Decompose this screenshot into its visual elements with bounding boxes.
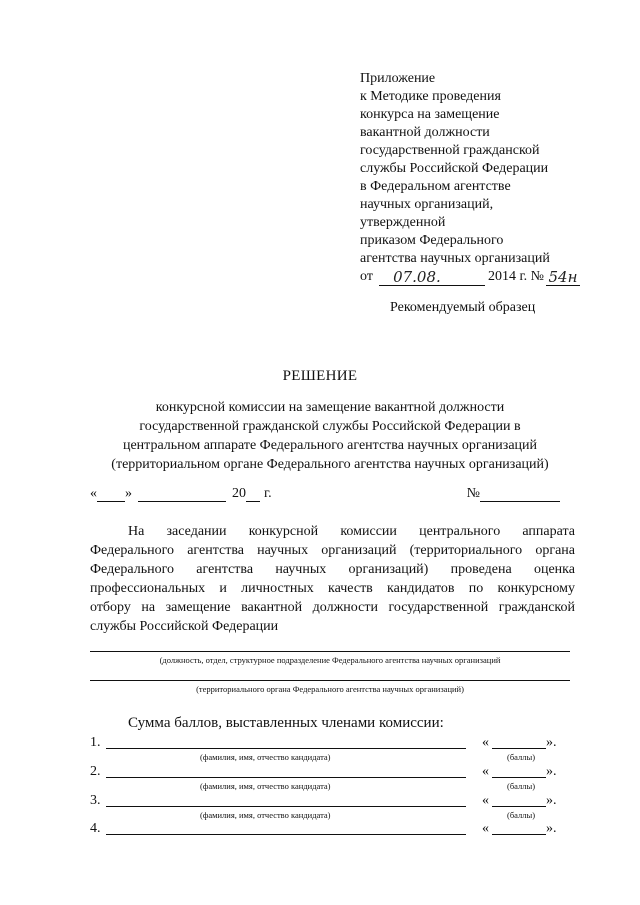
- year-blank: [246, 487, 260, 502]
- candidate-row: 2. « ».: [90, 764, 557, 779]
- candidate-row: 1. « ».: [90, 735, 557, 750]
- appendix-line: научных организаций,: [360, 197, 494, 212]
- candidate-name-line: [106, 806, 466, 807]
- appendix-line: службы Российской Федерации: [360, 161, 549, 176]
- number-sign: №: [466, 486, 480, 501]
- decision-date-row: [90, 486, 560, 502]
- candidate-name-line: [106, 748, 466, 749]
- candidate-row: 3. « ».: [90, 793, 557, 808]
- paragraph-line: службы Российской Федерации: [90, 619, 279, 634]
- score-line: [492, 806, 546, 807]
- candidate-name-line: [106, 834, 466, 835]
- subtitle-line: центральном аппарате Федерального агентства научных организаций: [122, 438, 538, 453]
- paragraph-line: Федерального агентства научных организаций) проведена оценка: [90, 562, 575, 577]
- score-sum-title: Сумма баллов, выставленных членами комиссии:: [128, 715, 444, 731]
- score-caption: (баллы): [507, 752, 536, 762]
- score-caption: (баллы): [507, 810, 536, 820]
- score-line: [492, 834, 546, 835]
- appendix-line: вакантной должности: [360, 125, 490, 140]
- year-suffix: г.: [264, 486, 272, 501]
- appendix-line: агентства научных организаций: [360, 251, 550, 266]
- score-line: [492, 748, 546, 749]
- subtitle-line: (территориальном органе Федерального агентства научных организаций): [111, 457, 549, 472]
- appendix-line: приказом Федерального: [360, 233, 504, 248]
- paragraph-line: На заседании конкурсной комиссии центрального аппарата: [128, 524, 575, 539]
- appendix-line: утвержденной: [360, 215, 446, 230]
- body-paragraph: [90, 522, 575, 636]
- candidate-name-caption: (фамилия, имя, отчество кандидата): [200, 752, 331, 762]
- candidate-name-line: [106, 777, 466, 778]
- sample-label: Рекомендуемый образец: [390, 300, 536, 315]
- paragraph-line: профессиональных и личностных качеств кандидатов по конкурсному: [90, 581, 575, 596]
- score-caption: (баллы): [507, 781, 536, 791]
- document-subtitle: [60, 398, 600, 474]
- month-blank: [138, 487, 226, 502]
- date-prefix: от: [360, 269, 373, 284]
- handwritten-order-number: 54н: [546, 269, 580, 286]
- subtitle-line: государственной гражданской службы Российской Федерации в: [139, 419, 521, 434]
- number-blank: [480, 487, 560, 502]
- handwritten-date: 07.08.: [379, 269, 455, 286]
- subtitle-line: конкурсной комиссии на замещение вакантной должности: [155, 400, 505, 415]
- open-quote: «: [90, 486, 97, 501]
- close-quote: »: [125, 486, 132, 501]
- date-underline: [455, 271, 485, 286]
- appendix-line: государственной гражданской: [360, 143, 540, 158]
- territorial-organ-caption: (территориального органа Федерального агентства научных организаций): [196, 684, 464, 694]
- document-title: РЕШЕНИЕ: [282, 368, 358, 384]
- paragraph-line: Федерального агентства научных организаций (территориального органа: [90, 543, 575, 558]
- candidate-name-caption: (фамилия, имя, отчество кандидата): [200, 781, 331, 791]
- day-blank: [97, 487, 125, 502]
- appendix-line: в Федеральном агентстве: [360, 179, 511, 194]
- appendix-line: конкурса на замещение: [360, 107, 500, 122]
- territorial-organ-line: [90, 680, 570, 681]
- year-text: 2014 г. №: [487, 269, 544, 284]
- appendix-block: [360, 70, 620, 286]
- position-line: [90, 651, 570, 652]
- appendix-line: Приложение: [360, 71, 436, 86]
- position-caption: (должность, отдел, структурное подразделение Федерального агентства научных организаций: [159, 655, 501, 665]
- order-date-line: [360, 268, 620, 286]
- candidate-name-caption: (фамилия, имя, отчество кандидата): [200, 810, 331, 820]
- score-line: [492, 777, 546, 778]
- candidate-row: 4. « ».: [90, 821, 557, 836]
- appendix-line: к Методике проведения: [360, 89, 501, 104]
- paragraph-line: отбору на замещение вакантной должности государственной гражданской: [90, 600, 575, 615]
- year-prefix: 20: [232, 486, 246, 501]
